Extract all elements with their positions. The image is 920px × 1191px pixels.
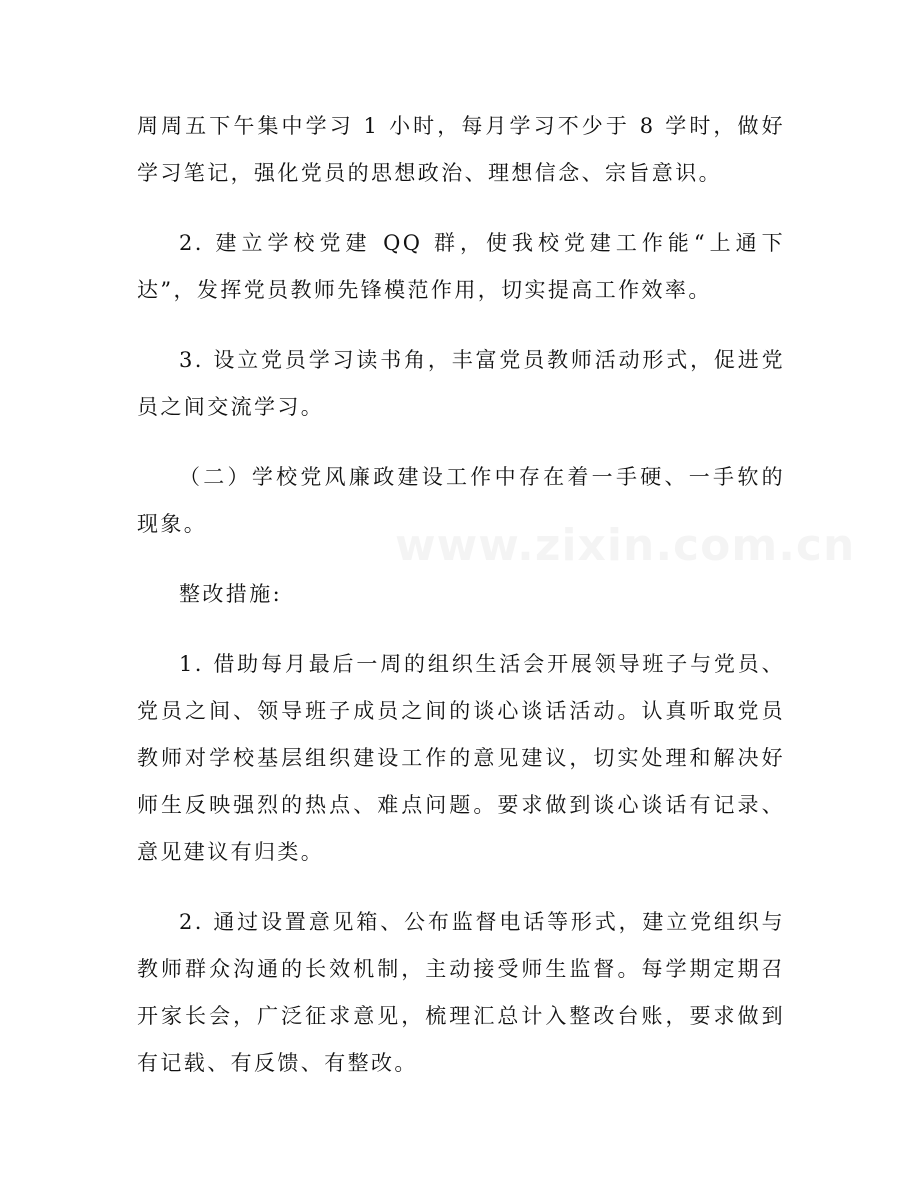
- measures-heading: 整改措施:: [179, 582, 283, 606]
- section-heading-integrity: （二）学校党风廉政建设工作中存在着一手硬、一手软的现象。: [137, 465, 785, 536]
- paragraph-item-supervision: 2. 通过设置意见箱、公布监督电话等形式，建立党组织与教师群众沟通的长效机制，主动接受师生监督。每学期定期召开家长会，广泛征求意见，梳理汇总计入整改台账，要求做到有记载、有反馈、有整改。: [137, 910, 785, 1075]
- paragraph-item-qq-group: 2. 建立学校党建 QQ 群，使我校党建工作能“上通下达”，发挥党员教师先锋模范作用，切实提高工作效率。: [137, 231, 785, 302]
- paragraph-study-schedule: 周周五下午集中学习 1 小时，每月学习不少于 8 学时，做好学习笔记，强化党员的思想政治、理想信念、宗旨意识。: [137, 114, 785, 185]
- paragraph-item-reading-corner: 3. 设立党员学习读书角，丰富党员教师活动形式，促进党员之间交流学习。: [137, 348, 785, 419]
- document-body: [137, 103, 785, 1110]
- paragraph-item-talks: 1. 借助每月最后一周的组织生活会开展领导班子与党员、党员之间、领导班子成员之间的谈心谈话活动。认真听取党员教师对学校基层组织建设工作的意见建议，切实处理和解决好师生反映强烈的热点、难点问题。要求做到谈心谈话有记录、意见建议有归类。: [137, 652, 785, 864]
